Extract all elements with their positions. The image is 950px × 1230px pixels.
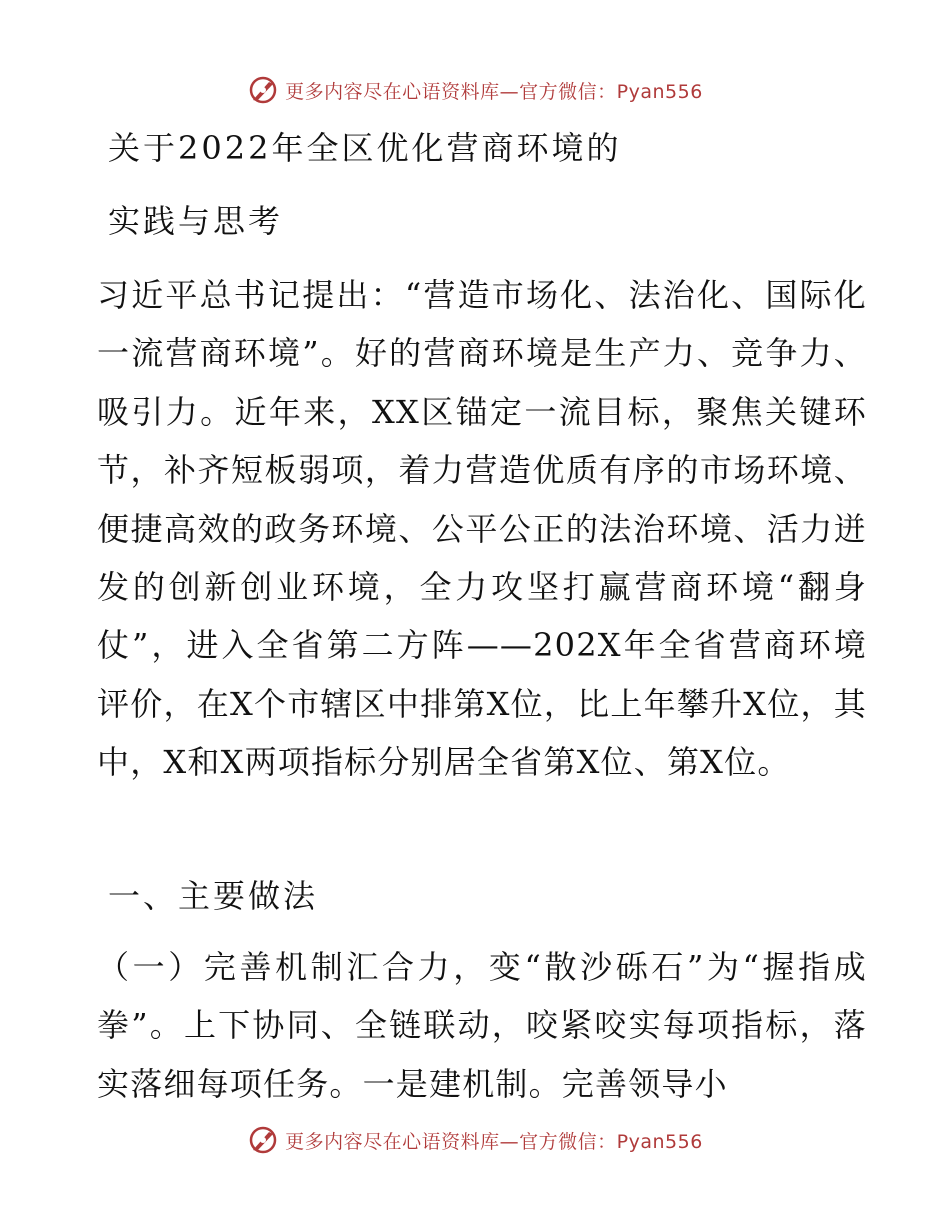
paragraph-mechanism: （一）完善机制汇合力，变“散沙砾石”为“握指成拳”。上下协同、全链联动，咬紧咬实每项指标，落实落细每项任务。一是建机制。完善领导小 [97,948,867,1103]
watermark-text: 更多内容尽在心语资料库—官方微信：Pyan556 [285,1130,703,1153]
watermark-footer [0,1122,950,1158]
section-heading-main-practices: 一、主要做法 [108,877,319,915]
quill-logo-icon [247,74,279,106]
document-title-line-2: 实践与思考 [108,202,284,240]
paragraph-intro: 习近平总书记提出：“营造市场化、法治化、国际化一流营商环境”。好的营商环境是生产力、竞争力、吸引力。近年来，XX区锚定一流目标，聚焦关键环节，补齐短板弱项，着力营造优质有序的市场环境、便捷高效的政务环境、公平公正的法治环境、活力迸发的创新创业环境，全力攻坚打赢营商环境“翻身仗”，进入全省第二方阵——202X年全省营商环境评价，在X个市辖区中排第X位，比上年攀升X位，其中，X和X两项指标分别居全省第X位、第X位。 [97,276,867,782]
watermark-text: 更多内容尽在心语资料库—官方微信：Pyan556 [285,80,703,103]
watermark-header [0,72,950,108]
quill-logo-icon [247,1124,279,1156]
document-title-line-1: 关于2022年全区优化营商环境的 [108,129,622,167]
